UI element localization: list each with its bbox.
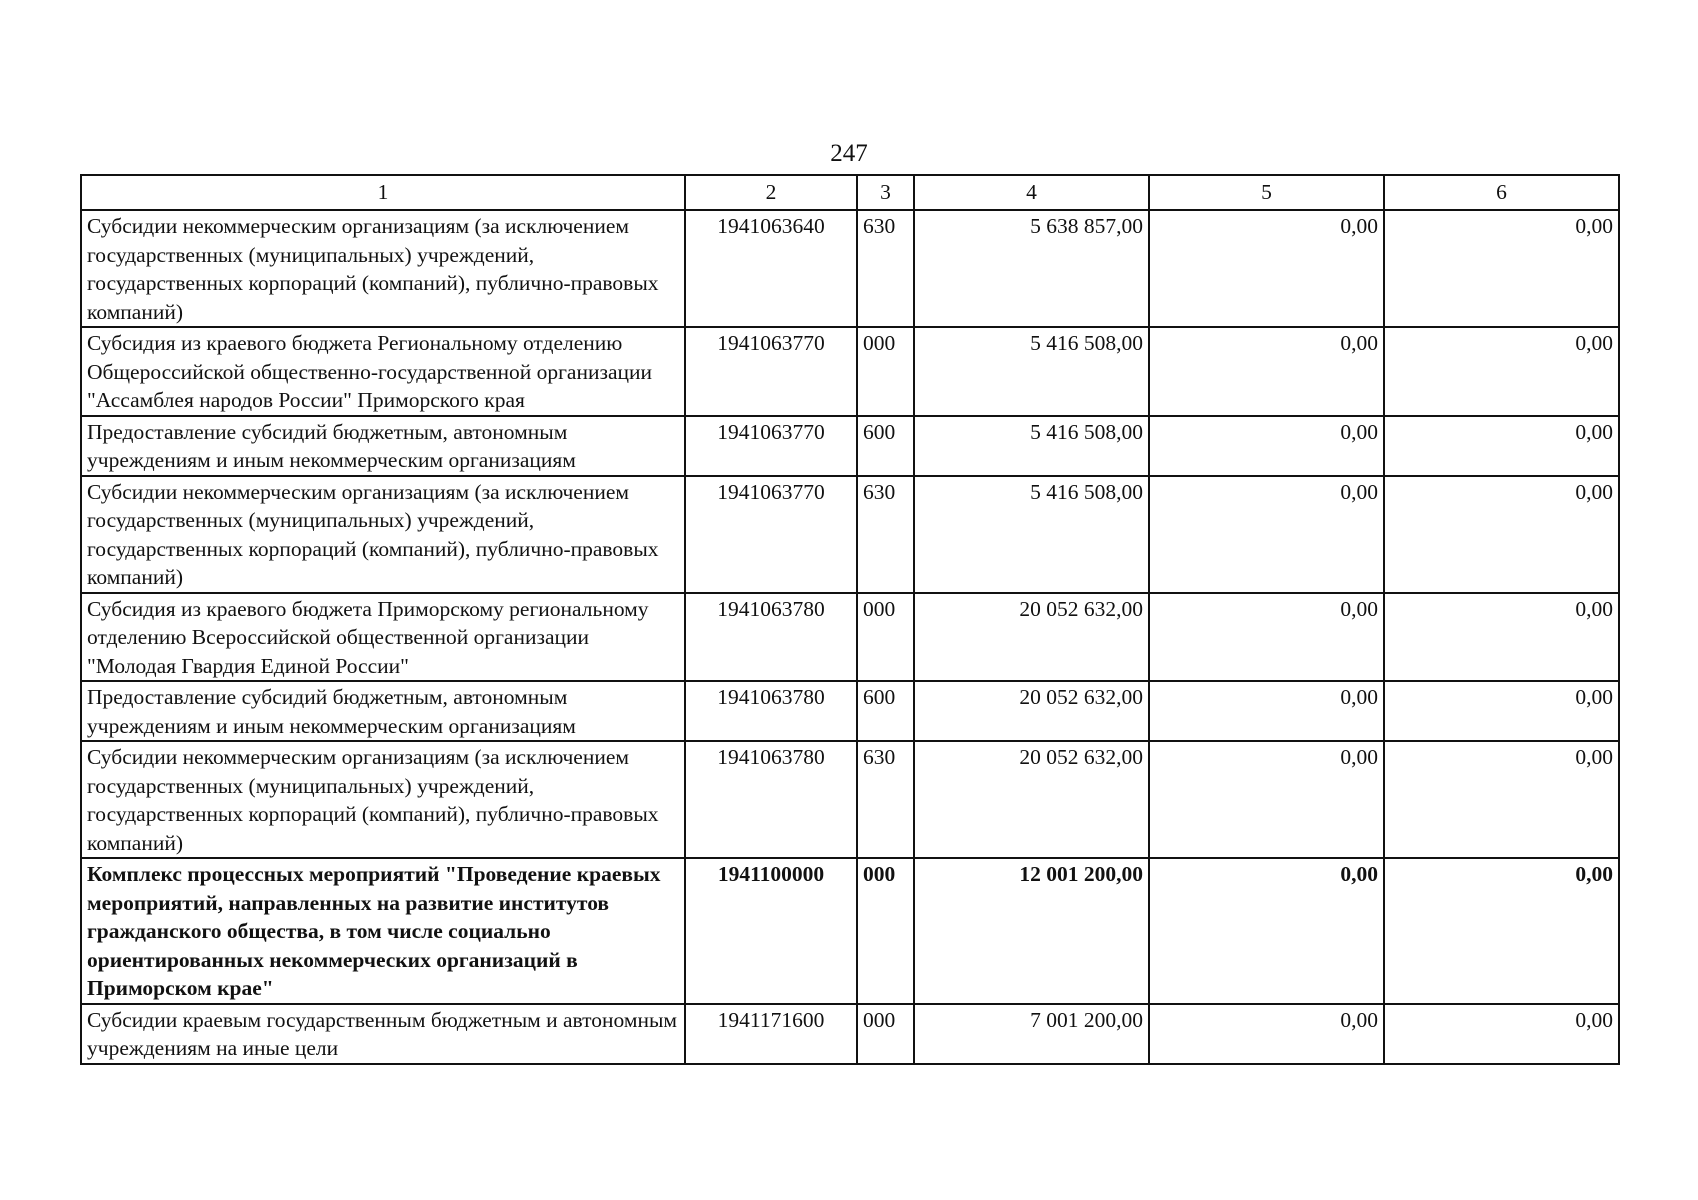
row-expense-type: 600: [857, 416, 914, 476]
row-name: Субсидии некоммерческим организациям (за исключением государственных (муниципальных) учреждений, государственных корпораций (компаний), публично-правовых компаний): [81, 210, 685, 327]
row-amount-4: 12 001 200,00: [914, 858, 1149, 1004]
row-amount-5: 0,00: [1149, 593, 1384, 682]
row-expense-type: 000: [857, 327, 914, 416]
row-code: 1941063770: [685, 476, 857, 593]
row-amount-5: 0,00: [1149, 210, 1384, 327]
row-code: 1941063770: [685, 416, 857, 476]
row-amount-4: 7 001 200,00: [914, 1004, 1149, 1064]
budget-table: [80, 174, 1620, 1065]
row-amount-4: 20 052 632,00: [914, 593, 1149, 682]
row-amount-6: 0,00: [1384, 210, 1619, 327]
row-name: Субсидии краевым государственным бюджетным и автономным учреждениям на иные цели: [81, 1004, 685, 1064]
table-row: [81, 476, 1619, 593]
row-code: 1941063780: [685, 593, 857, 682]
table-row: [81, 327, 1619, 416]
row-amount-5: 0,00: [1149, 1004, 1384, 1064]
row-amount-4: 5 416 508,00: [914, 327, 1149, 416]
row-amount-6: 0,00: [1384, 416, 1619, 476]
row-expense-type: 000: [857, 1004, 914, 1064]
row-amount-6: 0,00: [1384, 858, 1619, 1004]
row-name: Субсидии некоммерческим организациям (за исключением государственных (муниципальных) учреждений, государственных корпораций (компаний), публично-правовых компаний): [81, 476, 685, 593]
row-amount-4: 20 052 632,00: [914, 741, 1149, 858]
row-amount-6: 0,00: [1384, 476, 1619, 593]
row-amount-6: 0,00: [1384, 593, 1619, 682]
row-amount-6: 0,00: [1384, 1004, 1619, 1064]
row-expense-type: 000: [857, 858, 914, 1004]
row-code: 1941063770: [685, 327, 857, 416]
page-number: 247: [830, 140, 868, 167]
row-amount-5: 0,00: [1149, 741, 1384, 858]
header-cell-4: 4: [914, 175, 1149, 210]
row-amount-6: 0,00: [1384, 741, 1619, 858]
row-amount-5: 0,00: [1149, 416, 1384, 476]
row-code: 1941063780: [685, 741, 857, 858]
row-amount-5: 0,00: [1149, 681, 1384, 741]
table-row: [81, 416, 1619, 476]
row-amount-5: 0,00: [1149, 327, 1384, 416]
row-name: Субсидия из краевого бюджета Региональному отделению Общероссийской общественно-государственной организации "Ассамблея народов России" Приморского края: [81, 327, 685, 416]
row-name: Субсидии некоммерческим организациям (за исключением государственных (муниципальных) учреждений, государственных корпораций (компаний), публично-правовых компаний): [81, 741, 685, 858]
row-amount-4: 5 416 508,00: [914, 476, 1149, 593]
row-expense-type: 630: [857, 476, 914, 593]
table-row: [81, 741, 1619, 858]
row-expense-type: 630: [857, 741, 914, 858]
header-cell-3: 3: [857, 175, 914, 210]
row-name: Предоставление субсидий бюджетным, автономным учреждениям и иным некоммерческим организациям: [81, 681, 685, 741]
row-amount-5: 0,00: [1149, 476, 1384, 593]
table-row: [81, 593, 1619, 682]
row-code: 1941171600: [685, 1004, 857, 1064]
table-row: [81, 210, 1619, 327]
row-code: 1941063640: [685, 210, 857, 327]
row-expense-type: 600: [857, 681, 914, 741]
header-cell-1: 1: [81, 175, 685, 210]
row-amount-6: 0,00: [1384, 327, 1619, 416]
row-code: 1941063780: [685, 681, 857, 741]
row-amount-4: 5 638 857,00: [914, 210, 1149, 327]
row-expense-type: 630: [857, 210, 914, 327]
table-row: [81, 1004, 1619, 1064]
header-cell-5: 5: [1149, 175, 1384, 210]
table-row: [81, 858, 1619, 1004]
row-code: 1941100000: [685, 858, 857, 1004]
row-name: Комплекс процессных мероприятий "Проведение краевых мероприятий, направленных на развитие институтов гражданского общества, в том числе социально ориентированных некоммерческих организаций в Приморском крае": [81, 858, 685, 1004]
table-body: [81, 210, 1619, 1064]
row-name: Субсидия из краевого бюджета Приморскому региональному отделению Всероссийской общественной организации "Молодая Гвардия Единой России": [81, 593, 685, 682]
row-amount-4: 20 052 632,00: [914, 681, 1149, 741]
row-amount-5: 0,00: [1149, 858, 1384, 1004]
header-row: [81, 175, 1619, 210]
row-name: Предоставление субсидий бюджетным, автономным учреждениям и иным некоммерческим организациям: [81, 416, 685, 476]
header-cell-6: 6: [1384, 175, 1619, 210]
header-cell-2: 2: [685, 175, 857, 210]
row-amount-6: 0,00: [1384, 681, 1619, 741]
table-row: [81, 681, 1619, 741]
row-amount-4: 5 416 508,00: [914, 416, 1149, 476]
row-expense-type: 000: [857, 593, 914, 682]
